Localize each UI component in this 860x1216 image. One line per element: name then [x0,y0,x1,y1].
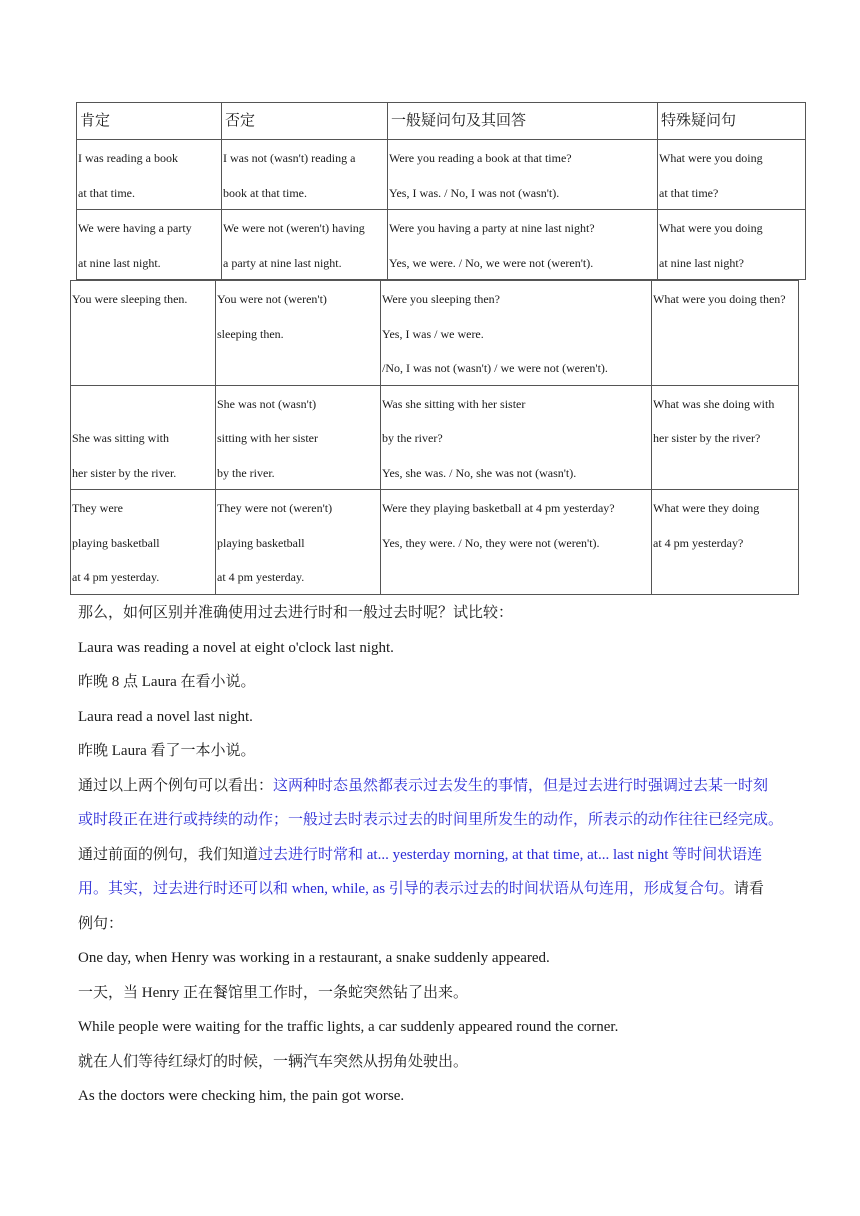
table-cell: She was sitting with her sister by the river. [71,385,216,490]
table-cell: Were you sleeping then? Yes, I was / we were. /No, I was not (wasn't) / we were not (weren't). [381,281,652,386]
table-row [77,210,806,280]
example-sentence: As the doctors were checking him, the pain got worse. [78,1088,405,1104]
translation-line: 就在人们等待红绿灯的时候，一辆汽车突然从拐角处驶出。 [78,1053,469,1070]
table-cell: What were they doing at 4 pm yesterday? [652,490,799,595]
header-cell: 肯定 [77,103,222,140]
paragraph-line: 通过前面的例句，我们知道过去进行时常和 at... yesterday morning, at that time, at... last night 等时间状语连 [78,846,763,863]
table-cell: Were they playing basketball at 4 pm yesterday? Yes, they were. / No, they were not (weren't). [381,490,652,595]
table-row [71,281,799,386]
table-cell: What were you doing at that time? [658,140,806,210]
table-row [71,490,799,595]
example-sentence: While people were waiting for the traffic lights, a car suddenly appeared round the corner. [78,1019,619,1035]
header-cell: 否定 [222,103,388,140]
highlighted-text: 用。其实，过去进行时还可以和 when, while, as 引导的表示过去的时间状语从句连用，形成复合句。 [78,881,734,897]
paragraph-line: 通过以上两个例句可以看出：这两种时态虽然都表示过去发生的事情，但是过去进行时强调过去某一时刻 [78,777,769,794]
table-cell: We were having a party at nine last night. [77,210,222,280]
header-cell: 特殊疑问句 [658,103,806,140]
header-cell: 一般疑问句及其回答 [388,103,658,140]
translation-line: 一天，当 Henry 正在餐馆里工作时，一条蛇突然钻了出来。 [78,984,468,1001]
tense-table-1 [76,102,806,280]
paragraph-line: 用。其实，过去进行时还可以和 when, while, as 引导的表示过去的时间状语从句连用，形成复合句。请看 [78,881,764,897]
example-sentence: Laura read a novel last night. [78,708,253,725]
table-cell: What was she doing with her sister by the river? [652,385,799,490]
tense-table-2 [70,280,799,595]
table-cell: What were you doing then? [652,281,799,386]
table-cell: Were you reading a book at that time? Yes, I was. / No, I was not (wasn't). [388,140,658,210]
table-cell: They were playing basketball at 4 pm yesterday. [71,490,216,595]
example-sentence: One day, when Henry was working in a restaurant, a snake suddenly appeared. [78,950,550,966]
translation-line: 昨晚 Laura 看了一本小说。 [78,743,256,759]
table-cell: You were not (weren't) sleeping then. [216,281,381,386]
example-sentence: Laura was reading a novel at eight o'clock last night. [78,639,394,656]
table-cell: What were you doing at nine last night? [658,210,806,280]
highlighted-text: 过去进行时常和 at... yesterday morning, at that time, at... last night 等时间状语连 [258,846,763,863]
table-cell: You were sleeping then. [71,281,216,386]
table-cell: Were you having a party at nine last night? Yes, we were. / No, we were not (weren't). [388,210,658,280]
table-cell: I was reading a book at that time. [77,140,222,210]
paragraph-line: 那么，如何区别并准确使用过去进行时和一般过去时呢？试比较： [78,605,514,621]
table-cell: We were not (weren't) having a party at nine last night. [222,210,388,280]
translation-line: 昨晚 8 点 Laura 在看小说。 [78,674,256,690]
highlighted-text: 这两种时态虽然都表示过去发生的事情，但是过去进行时强调过去某一时刻 [273,777,769,794]
body-text [78,596,798,1114]
table-cell: She was not (wasn't) sitting with her sister by the river. [216,385,381,490]
table-header-row [77,103,806,140]
table-cell: Was she sitting with her sister by the river? Yes, she was. / No, she was not (wasn't). [381,385,652,490]
table-cell: I was not (wasn't) reading a book at that time. [222,140,388,210]
paragraph-line: 例句： [78,915,124,932]
highlighted-text: 或时段正在进行或持续的动作；一般过去时表示过去的时间里所发生的动作，所表示的动作往往已经完成。 [78,812,784,828]
table-row [71,385,799,490]
table-row [77,140,806,210]
table-cell: They were not (weren't) playing basketball at 4 pm yesterday. [216,490,381,595]
